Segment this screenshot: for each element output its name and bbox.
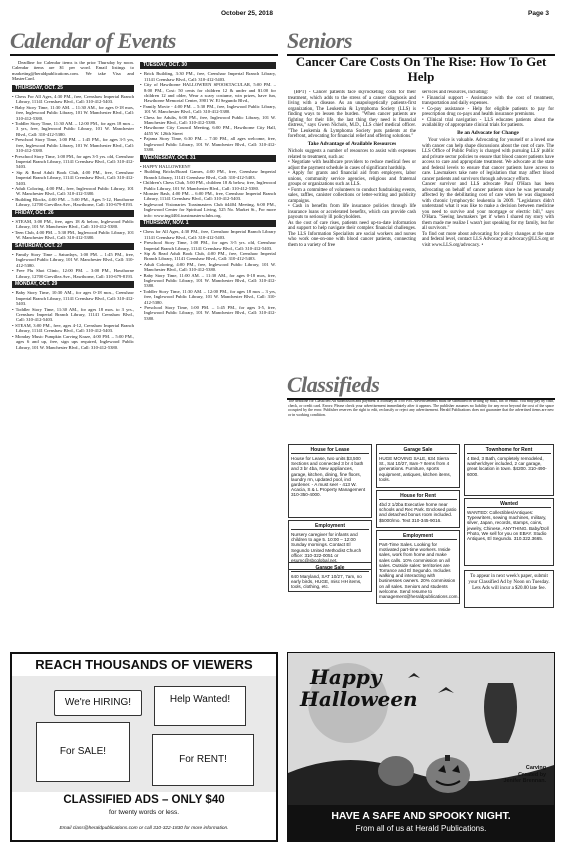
ad-garage-sale-2-head: Garage Sale [379, 447, 457, 454]
carving-credit-2: Created by [518, 771, 546, 778]
calendar-day-header: MONDAY, OCT. 29 [12, 281, 134, 288]
calendar-column-1 [12, 60, 134, 648]
calendar-event: • STEAM, 3:00 PM., free, ages 4-12, Crenshaw Imperial Branch Library, 11141 Crenshaw Blvd., Call: 310-412-5403. [12, 323, 134, 334]
calendar-column-2 [140, 60, 276, 648]
seniors-col1b-text: Nichols suggests a number of resources to assist with expenses related to treatment, such as: • Negotiate with healthcare providers to reduce medical fees or adjust the payment schedule in cases of significant hardship. • Apply for grants and financial aid from employers, labor unions, community service agencies, religious and fraternal groups or organizations such as LLS. • Form a committee of volunteers to conduct fundraising events, sales, raffles, canister collections or letter-writing and publicity campaigns. • Cash in benefits from life insurance policies through life insurance loans or accelerated benefits, which can provide cash payouts to seriously ill policyholders. As the cost of care rises, patients need up-to-date information and support to help navigate their complex financial challenges. The LLS Information Specialists are social workers and nurses who work one-on-one with blood cancer patients, connecting them to a variety of free [288, 149, 416, 248]
ad-house-for-lease-body: House for Lease, two units $3,500 Sections and connected 3 br 4 bath and 3 br 4ba, New appliances, garage, kitchen, dining, fine floors, laundry rm, updated pool, incl gardener. - A must see! - 413 W. Acacia, S & L Property Management 310-350-4000. [291, 456, 366, 498]
calendar-event: • Toddler Story Time, 11:30 AM. – 12:00 PM., for ages 18 mos – 3 yrs, free, Inglewood Public Library, 101 W. Manchester Blvd., Call: 310-412-5380. [140, 289, 276, 305]
ad-employment-2-head: Employment [379, 533, 457, 540]
classifieds-column-3 [464, 444, 554, 608]
ad-garage-sale-2-body: HUGE MOVING SALE, 634 Sierra St., Sat 10/27, 8am-? Items from 4 generations. Furniture, sports equipment, antiques, kitchen items, tools. [379, 456, 452, 482]
calendar-day-header: TUESDAY, OCT. 30 [140, 62, 276, 69]
ad-house-for-lease-head: House for Lease [291, 447, 369, 454]
ad-house-for-lease [288, 444, 372, 518]
ad-wanted [464, 498, 554, 566]
carving-credit-3: Jenifer Brennan. [503, 778, 546, 784]
halloween-text: Halloween [300, 687, 418, 711]
submission-notice: To appear in next week's paper, submit your Classified Ad by Noon on Tuesday. Lets Ads will incur a $20.00 late fee. [464, 570, 554, 608]
ad-wanted-body: WANTED: Collectibles/Antiques: Typewriters, sewing machines, military, silver, Japan, records, stamps, coins, jewelry, Chinese, ANYTHING. Baby/Doll Photo, We sell for you on EBAY. Studio Antiques, El Segundo. 310.322.3665. [467, 510, 549, 542]
halloween-banner [288, 805, 554, 841]
carving-credit-1: Carving [525, 765, 546, 771]
calendar-event: • Pajama Story Time, 6:30 PM. – 7:30 PM., all ages welcome, free, Inglewood Public Library, 101 W. Manchester Blvd., Call: 310-412-5380. [140, 136, 276, 152]
ad-garage-sale-1-body: 640 Maryland, SAT 10/27, 7am, no early birds, HUGE, misc HH items, tools, clothing, etc. [291, 574, 362, 590]
seniors-subhead-advocate: Be an Advocate for Change [457, 129, 519, 136]
calendar-event: • Preschool Story Time, 1:00 PM. – 1:45 PM., for ages 3-5 yrs, free, Inglewood Public Library, 101 W. Manchester Blvd., Call: 310-412-5380. [12, 137, 134, 153]
calendar-event: • Sip & Read Adult Book Club, 4:00 PM., free, Crenshaw Imperial Branch Library, 11141 Crenshaw Blvd., Call: 310-412-5403. [140, 251, 276, 262]
ad-garage-sale-2 [376, 444, 460, 488]
calendar-event: • Building Blocks, 4:00 PM. – 5:00 PM., Ages 5-12, Hawthorne Library, 12700 Grevillea Ave., Hawthorne, Call: 310-679-8193. [12, 197, 134, 208]
halloween-ad [287, 652, 555, 842]
classifieds-column-2 [376, 444, 460, 604]
seniors-col2-text: services and resources, including: • Financial support - Assistance with the cost of treatment, transportation and daily expenses. • Co-pay assistance - Help for eligible patients to pay for prescription drug co-pays and health insurance premiums. • Clinical trial navigation - LLS educates patients about the availability of appropriate clinical trials for patients. [422, 90, 554, 128]
calendar-event: • Baby Story Time, 11:00 AM. – 11:30 AM., for ages 0-18 mos, free, Inglewood Public Library, 101 W. Manchester Blvd., Call: 310-412-5380. [140, 273, 276, 289]
seniors-column-1 [288, 90, 416, 372]
seniors-col2b-text: Your voice is valuable. Advocating for yourself or a loved one with cancer can help shape discussions about the cost of care. The LLS Office of Public Policy is charged with pursuing LLS' public and private sector policies to ensure that blood cancer patients have access to care and appropriate treatment. We advocate at the state and federal levels to ensure that cancer patients have access to care. Lawmakers take note of legislation that may affect blood cancer patients and survivors through advocacy efforts. Cancer survivor and LLS advocate Paul O'Hara has been advocating on behalf of cancer patients since he was personally affected by the debilitating cost of care when he was diagnosed with chronic lymphocytic leukemia in 2009. "Legislators didn't understand what it was like to make a decision between medicine you need to survive and your mortgage or electric bill," says O'Hara. "Seeing lawmakers 'get it' when I shared my story with them made me realize I wasn't just speaking for my family, but for all survivors." To find out more about advocating for policy changes at the state and federal level, contact LLS Advocacy at advocacy@LLS.org or visit www.LLS.org/advocacy. • [422, 138, 554, 248]
classifieds-column-1 [288, 444, 372, 570]
calendar-day-header: THURSDAY, OCT. 25 [12, 85, 134, 92]
reach-ad-contact: Email class@heraldpublications.com or call 310-322-1830 for more information. [59, 826, 229, 831]
calendar-event: • Adult Coloring, 4:00 PM., free, Inglewood Public Library, 101 W. Manchester Blvd., Call: 310-412-5380. [140, 262, 276, 273]
calendar-event: • Monster Bash, 4:00 PM. – 6:00 PM., free, Crenshaw Imperial Branch Library, 11141 Crenshaw Blvd., Call: 310-412-5403. [140, 191, 276, 202]
calendar-event: • Inglewood Visionaries Toastmasters Club #4404 Meeting, 6:00 PM., Inglewood Center for Spiritual Living, 525 No. Market St., For more info: www.ing4404.toastmastersclubs.org. [140, 202, 276, 218]
calendar-event: • Adult Coloring, 4:00 PM., free, Inglewood Public Library, 101 W. Manchester Blvd., Call: 310-412-5380. [12, 186, 134, 197]
calendar-day-header: FRIDAY, OCT. 26 [12, 210, 134, 217]
calendar-event: • City of Hawthorne HALLOWEEN SPOOKTACULAR, 5:00 PM. – 8:00 PM., Cost: 50 cents for children 12 & under and $1.00 for children 12 and older, Wear a scary costume, win prizes, have fun, Hawthorne Memorial Center, 3901 W. El Segundo Blvd., [140, 82, 276, 104]
seniors-headline: Cancer Care Costs On The Rise: How To Get Help [295, 54, 547, 84]
ad-employment-2 [376, 530, 460, 604]
calendar-event: • Chess for Adults, 6:00 PM., free, Inglewood Public Library, 101 W. Manchester Blvd., Call: 310-412-5380. [140, 115, 276, 126]
classified-price-line: CLASSIFIED ADS – ONLY $40 [63, 794, 225, 806]
calendar-event: • Building Bricks/Board Games, 4:00 PM., free, Crenshaw Imperial Branch Library, 11141 Crenshaw Blvd., Call: 310-412-5403. [140, 169, 276, 180]
classifieds-intro: The deadline for Classified Ad submission and payment is Monday at 5:00 PM. Advertisements must be submitted in writing by mail, fax or email. You may pay by cash, check, or credit card. Errors: Please check your advertisement immediately after it appears. The publisher assumes no liability for any error beyond the cost of the space occupied by the error. Publisher reserves the right to edit, reclassify or reject any advertisement. Herald Publications does not guarantee that the advertised items are new or in working condition. [288, 399, 554, 417]
calendar-event: • Family Story Time – Saturdays, 1:00 PM. – 1:45 PM., free, Inglewood Public Library, 101 W. Manchester Blvd., Call: 310-412-5380. [12, 252, 134, 268]
seniors-column-2 [422, 90, 554, 372]
ad-house-for-rent-head: House for Rent [379, 493, 457, 500]
ad-townhome-body: 4 Bed, 3 Bath, completely remodeled, washer/dryer included, 2 car garage, great location in town. $4200. 310-490-6000. [467, 456, 547, 477]
calendar-event: • Chess For All Ages, 4:30 PM., free, Crenshaw Imperial Branch Library, 11141 Crenshaw Blvd., Call: 310-412-5403. [12, 94, 134, 105]
calendar-event: • Toddler Story Time, 11:30 AM. – 12:00 PM., for ages 18 mos – 3 yrs, free, Inglewood Public Library, 101 W. Manchester Blvd., Call: 310-412-5380. [12, 121, 134, 137]
calendar-rule [10, 54, 278, 56]
issue-date: October 25, 2018 [221, 10, 274, 17]
calendar-day-header: THURSDAY, NOV. 1 [140, 220, 276, 227]
reach-ad-title: REACH THOUSANDS OF VIEWERS [12, 654, 276, 676]
calendar-event: • Children's Chess Club, 5:00 PM., children 18 & below, free, Inglewood Public Library, 101 W. Manchester Blvd., Call: 310-412-5380. [140, 180, 276, 191]
calendar-event: • Free Flu Shot Clinic, 12:00 PM. – 3:00 PM., Hawthorne Library, 12700 Grevillea Ave., Hawthorne, Call: 310-679-8193. [12, 268, 134, 279]
ad-employment-1-head: Employment [291, 523, 369, 530]
calendar-event: • HAPPY HALLOWEEN!! [140, 164, 276, 169]
ad-garage-sale-1 [288, 562, 372, 592]
calendar-event: • Monday Music Pumpkin Carving Kraze, 4:00 PM. – 5:00 PM., ages 6 and up, free, sign ups required, Inglewood Public Library, 101 W. Manchester Blvd., Call: 310-412-5380. [12, 334, 134, 350]
calendar-event: • Preschool Story Time, 1:00 PM., for ages 3-5 yrs. old, Crenshaw Imperial Branch Library, 11141 Crenshaw Blvd., Call: 310-412-5403. [140, 240, 276, 251]
calendar-event: • Brick Building, 3:30 PM., free, Crenshaw Imperial Branch Library, 11141 Crenshaw Blvd., Call: 310-412-5403. [140, 71, 276, 82]
page-number: Page 3 [528, 10, 549, 17]
calendar-event: • STEAM, 3:00 PM., free, ages 18 & below, Inglewood Public Library, 101 W. Manchester Blvd., Call: 310-412-5380. [12, 219, 134, 230]
seniors-title: Seniors [287, 28, 352, 53]
calendar-event: • Chess for All Ages, 4:30 PM., free, Crenshaw Imperial Branch Library 11141 Crenshaw Blvd., Call: 310-412-5403. [140, 229, 276, 240]
calendar-section [10, 28, 278, 56]
happy-text: Happy [310, 665, 382, 689]
calendar-event: • Family Movie - 4:00 PM. – 5:30 PM., free, Inglewood Public Library, 101 W. Manchester Blvd., Call: 310-412-5380. [140, 104, 276, 115]
calendar-event: • Preschool Story Time, 1:00 PM., for ages 3-5 yrs. old, Crenshaw Imperial Branch Library, 11141 Crenshaw Blvd., Call: 310-412-5403. [12, 154, 134, 170]
calendar-event: • Baby Story Time, 10:30 AM., for ages 0-18 mos., Crenshaw Imperial Branch Library, 11141 Crenshaw Blvd., Call: 310-412-5403. [12, 290, 134, 306]
seniors-col1-text: (BPT) - Cancer patients face skyrocketing costs for their treatment, which adds to the stress of a cancer diagnosis and living with a disease. As an unapologetically patients-first organization, The Leukemia & Lymphoma Society (LLS) is finding ways to lessen the burden. "When cancer patients are fighting for their life, the last thing they need is financial distress," says Gwen Nichols, M.D., LLS chief medical officer. "The Leukemia & Lymphoma Society puts patients at the forefront, advocating for financial relief and offering solutions." [288, 90, 416, 139]
calendar-title: Calendar of Events [10, 28, 176, 53]
halloween-banner-line2: From all of us at Herald Publications. [355, 824, 487, 833]
calendar-event: • Baby Story Time, 11:30 AM. – 11:30 AM., for ages 0-18 mos, free, Inglewood Public Library, 101 W. Manchester Blvd., Call: 310-412-5380. [12, 105, 134, 121]
classifieds-title: Classifieds [287, 372, 380, 397]
ad-townhome-head: Townhome for Rent [467, 447, 551, 454]
calendar-day-header: SATURDAY, OCT. 27 [12, 243, 134, 250]
for-rent-sign: For RENT! [152, 734, 254, 786]
calendar-event: • Preschool Story Time, 1:00 PM. – 1:45 PM., for ages 3-5, free, Inglewood Public Library, 101 W. Manchester Blvd., Call: 310-412-5380. [140, 305, 276, 321]
carving-credit [503, 765, 546, 785]
ad-house-for-rent [376, 490, 460, 528]
calendar-event: • Hawthorne City Council Meeting, 6:00 PM., Hawthorne City Hall, 4455 W. 126th Street [140, 125, 276, 136]
twenty-words-line: for twenty words or less. [108, 809, 180, 816]
calendar-intro: Deadline for Calendar items is the prior Thursday by noon. Calendar items are $1 per word. Email listings to marketing@heraldpublications.com. We take Visa and MasterCard. [12, 60, 134, 82]
calendar-day-header: WEDNESDAY, OCT. 31 [140, 155, 276, 162]
ad-townhome-for-rent [464, 444, 554, 496]
ad-wanted-head: Wanted [467, 501, 551, 508]
halloween-banner-line1: HAVE A SAFE AND SPOOKY NIGHT. [331, 810, 511, 822]
calendar-event: • Toddler Story Time, 11:30 AM., for ages 18 mos. to 3 yrs., Crenshaw Imperial Branch Library, 11141 Crenshaw Blvd., Call: 310-412-5403. [12, 307, 134, 323]
hiring-sign: We're HIRING! [54, 690, 142, 716]
ad-house-for-rent-body: 4bd 2 1/2ba Executive home near schools and Rec Park. Enclosed patio and detached bonus room included. $5000/mo. Text 310-345-9016. [379, 502, 457, 523]
ad-employment-2-body: Part-Time Sales. Looking for motivated part-time workers. Inside sales, work from home and make sales calls. 10% commission on all sales. Outside sales: territories are Torrance and El Segundo. Includes walking and interacting with businesses owners. 20% commission on all sales. Seniors and students welcome. Send resume to management@heraldpublications.com. [379, 542, 459, 600]
calendar-event: • Teen Club, 4:00 PM. – 5:30 PM., Inglewood Public Library, 101 W. Manchester Blvd., Call: 310-412-5380. [12, 230, 134, 241]
reach-ad [10, 652, 278, 842]
seniors-section [287, 28, 555, 56]
seniors-subhead-resources: Take Advantage of Available Resources [307, 140, 397, 147]
reach-ad-illustration [12, 676, 276, 792]
ad-garage-sale-1-head: Garage Sale [291, 565, 369, 572]
for-sale-sign: For SALE! [36, 722, 130, 782]
help-wanted-sign: Help Wanted! [154, 686, 246, 726]
calendar-event: • Sip & Read Adult Book Club, 4:00 PM., free, Crenshaw Imperial Branch Library, 11141 Crenshaw Blvd., Call: 310-412-5403. [12, 170, 134, 186]
ad-employment-1-body: Nursery caregiver for infants and children to age 5. 10:00 – 12:00 Sunday mornings. Contact El Segundo United Methodist Church office: 310-322-0051 or esumc@sbcglobal.net. [291, 532, 362, 564]
classifieds-section [287, 372, 555, 400]
